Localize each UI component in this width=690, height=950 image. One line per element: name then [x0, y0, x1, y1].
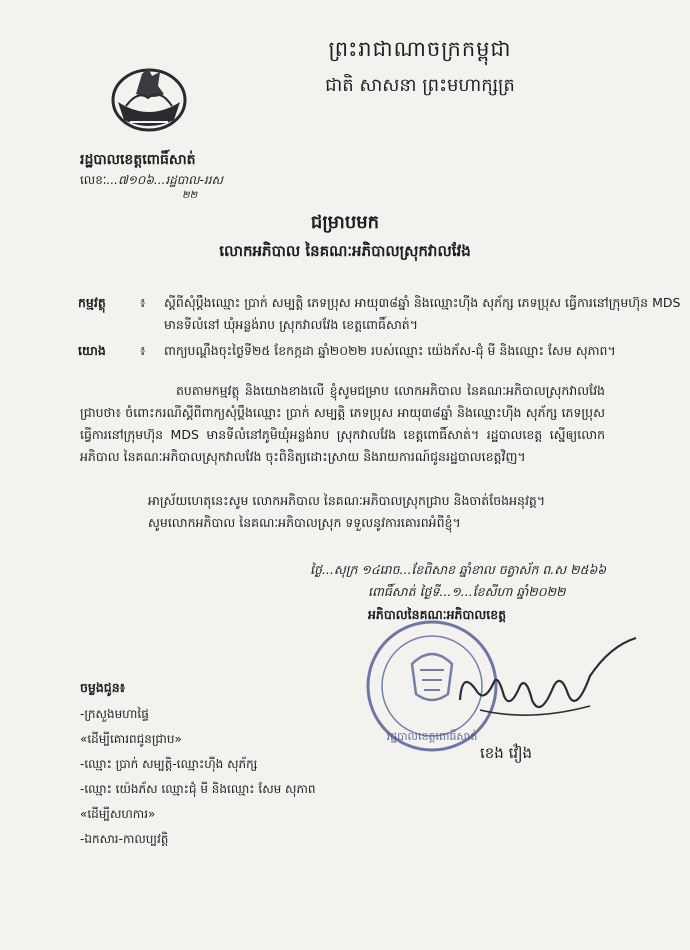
lunar-date: ថ្ងៃ...សុក្រ ១៤រោច...ខែពិសាខ ឆ្នាំខាល ចត្វាស័ក ព.ស ២៥៦៦: [310, 562, 607, 577]
subject-text: ស្តីពីសុំប្តឹងឈ្មោះ ប្រាក់ សម្បត្តិ ភេទប្រុស អាយុ៣៨ឆ្នាំ និងឈ្មោះហ៊ីង សុភ័ក្ស ភេទប្រុស ធ្វើការនៅក្រុមហ៊ុន MDS មានទីលំនៅ ឃុំអន្លង់រាប ស្រុកវាលវែង ខេត្តពោធិ៍សាត់។: [164, 295, 681, 332]
reference-text: ពាក្យបណ្តឹងចុះថ្ងៃទី២៥ ខែកក្កដា ឆ្នាំ២០២២ របស់ឈ្មោះ យ៉េងភ័ស-ជុំ មី និងឈ្មោះ សែម សុភាព។: [164, 343, 616, 358]
body-paragraph: តបតាមកម្មវត្ថុ និងយោងខាងលើ ខ្ញុំសូមជម្រាប លោកអភិបាល នៃគណៈអភិបាលស្រុកវាលវែង ជ្រាបថា៖ ចំពោះករណីស្តីពីពាក្យសុំប្តឹងឈ្មោះ ប្រាក់ សម្បត្តិ ភេទប្រុស អាយុ៣៨ឆ្នាំ និងឈ្មោះហ៊ីង សុភ័ក្ស ភេទប្រុស ធ្វើការនៅក្រុមហ៊ុន MDS មានទីលំនៅភូមិឃុំអន្លង់រាប ស្រុកវាលវែង ខេត្តពោធិ៍សាត់។ រដ្ឋបាលខេត្ត ស្នើឲ្យលោកអភិបាល នៃគណៈអភិបាលស្រុកវាលវែង ចុះពិនិត្យដោះស្រាយ និងរាយការណ៍ជូនរដ្ឋបាលខេត្តវិញ។: [80, 383, 605, 464]
reference-label: យោង: [78, 343, 106, 358]
national-motto: ជាតិ សាសនា ព្រះមហាក្សត្រ: [325, 75, 515, 96]
copy-to-list: [80, 702, 316, 852]
copy-to-title: ចម្លងជូន៖: [80, 680, 126, 695]
list-item: -ឯកសារ-កាលប្បវត្តិ: [80, 832, 169, 846]
closing-line-1: អាស្រ័យហេតុនេះសូម លោកអភិបាល នៃគណៈអភិបាលស្រុកជ្រាប និងចាត់ចែងអនុវត្ត។: [148, 493, 546, 508]
kingdom-name: ព្រះរាជាណាចក្រកម្ពុជា: [328, 37, 512, 61]
closing-line-2: សូមលោកអភិបាល នៃគណៈអភិបាលស្រុក ទទួលនូវការគោរពអំពីខ្ញុំ។: [148, 515, 461, 530]
list-item: «ដើម្បីសហការ»: [80, 807, 156, 821]
letter-title: ជម្រាបមក: [310, 212, 380, 233]
solar-date: ពោធិ៍សាត់ ថ្ងៃទី...១...ខែសីហា ឆ្នាំ២០២២: [368, 584, 566, 599]
kingdom-header: [270, 36, 570, 100]
list-item: -ឈ្មោះ ប្រាក់ សម្បត្តិ-ឈ្មោះហ៊ីង សុភ័ក្ស: [80, 757, 258, 771]
reference-number: [80, 172, 223, 190]
subject-label: កម្មវត្ថុ: [78, 295, 106, 310]
ref-year: ២២: [182, 190, 198, 201]
signatory-title: អភិបាលនៃគណៈអភិបាលខេត្ត: [368, 607, 507, 622]
reference-colon: ៖: [140, 343, 146, 358]
signatory-name: ខេង វ៉ៀង: [480, 744, 533, 762]
subject-colon: ៖: [140, 295, 146, 310]
list-item: «ដើម្បីគោរពជូនជ្រាប»: [80, 732, 182, 746]
handwritten-signature: [440, 630, 650, 740]
ref-value: ...៧១០៦...រដ្ឋបាល-ររស: [106, 173, 223, 187]
issuing-office: រដ្ឋបាលខេត្តពោធិ៍សាត់: [80, 152, 196, 168]
stamp-text: រដ្ឋបាលខេត្តពោធិ៍សាត់: [386, 730, 478, 743]
addressee: លោកអភិបាល នៃគណៈអភិបាលស្រុកវាលវែង: [219, 242, 471, 260]
list-item: -ឈ្មោះ យ៉េងភ័ស ឈ្មោះជុំ មី និងឈ្មោះ សែម សុភាព: [80, 782, 316, 796]
ref-label: លេខៈ: [80, 173, 107, 187]
list-item: -ក្រសួងមហាផ្ទៃ: [80, 707, 149, 721]
provincial-emblem-logo: [108, 60, 190, 136]
